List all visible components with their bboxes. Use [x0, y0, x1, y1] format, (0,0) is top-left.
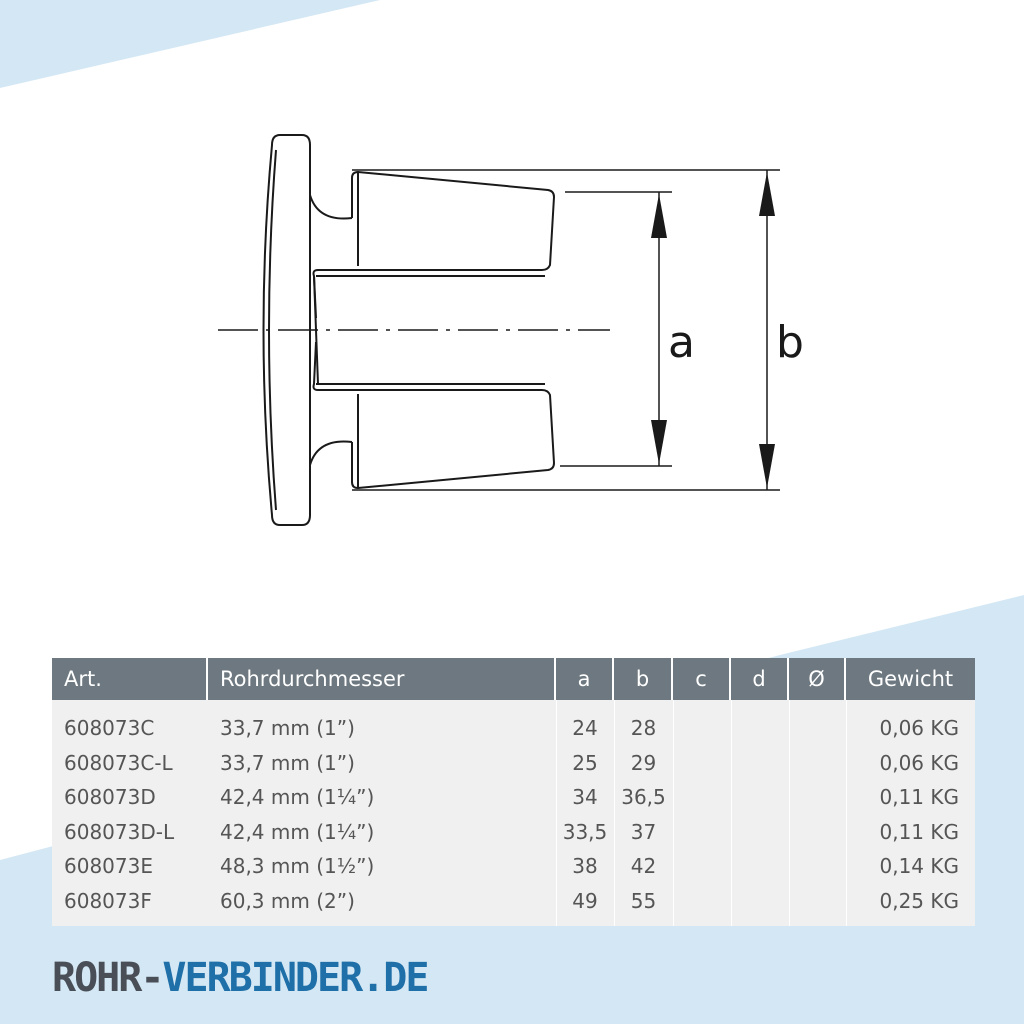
- table-cell-c: [673, 711, 731, 745]
- table-cell-rohrdurchmesser: 33,7 mm (1”): [220, 750, 355, 775]
- table-cell-diameter: [789, 711, 846, 745]
- table-cell-b: 36,5: [621, 785, 666, 809]
- table-cell-c: [673, 746, 731, 780]
- table-cell-a: 24: [572, 716, 598, 740]
- table-cell-b: 28: [630, 716, 657, 740]
- table-cell-art: 608073C-L: [64, 750, 173, 775]
- table-cell-b: 42: [630, 854, 657, 878]
- lower-fin-outline: [314, 342, 555, 488]
- table-cell-b: 55: [630, 888, 657, 913]
- table-cell-c: [673, 780, 731, 814]
- upper-fin-outline: [314, 172, 555, 318]
- table-cell-diameter: [789, 815, 846, 849]
- table-cell-d: [731, 780, 789, 814]
- dimension-a-label: a: [668, 317, 695, 368]
- table-cell-d: [731, 746, 789, 780]
- upper-neck-outline: [310, 195, 352, 219]
- table-cell-b: 37: [630, 819, 657, 844]
- table-cell-a: 38: [572, 854, 598, 878]
- table-cell-a: 34: [572, 785, 598, 809]
- brand-logo: [52, 948, 427, 1008]
- table-cell-a: 49: [572, 888, 598, 913]
- table-cell-diameter: [789, 884, 846, 918]
- table-cell-diameter: [789, 780, 846, 814]
- header-rohrdurchmesser: Rohrdurchmesser: [208, 658, 556, 700]
- dimension-b-label: b: [776, 317, 804, 368]
- table-cell-gewicht: 0,25 KG: [879, 888, 959, 913]
- dimension-b-arrow-bottom: [759, 444, 775, 488]
- table-cell-d: [731, 711, 789, 745]
- table-cell-c: [673, 815, 731, 849]
- table-cell-a: 25: [572, 750, 598, 775]
- table-cell-art: 608073D: [64, 785, 156, 809]
- header-c: c: [673, 658, 731, 700]
- table-cell-d: [731, 815, 789, 849]
- lower-neck-outline: [310, 441, 352, 465]
- table-cell-a: 33,5: [562, 819, 608, 844]
- table-cell-gewicht: 0,06 KG: [879, 750, 959, 775]
- table-cell-d: [731, 849, 789, 883]
- cap-flange-inner-line: [269, 150, 276, 510]
- table-cell-rohrdurchmesser: 42,4 mm (1¼”): [220, 785, 375, 809]
- header-d: d: [731, 658, 789, 700]
- table-cell-b: 29: [630, 750, 657, 775]
- table-cell-art: 608073C: [64, 716, 155, 740]
- table-cell-rohrdurchmesser: 42,4 mm (1¼”): [220, 819, 375, 844]
- header-art: Art.: [52, 658, 208, 700]
- table-cell-gewicht: 0,11 KG: [879, 785, 959, 809]
- table-cell-art: 608073F: [64, 888, 152, 913]
- brand-logo-part1: ROHR-: [52, 955, 163, 1001]
- table-cell-art: 608073D-L: [64, 819, 175, 844]
- header-b: b: [614, 658, 673, 700]
- table-cell-art: 608073E: [64, 854, 153, 878]
- header-diameter: Ø: [789, 658, 846, 700]
- header-gewicht: Gewicht: [846, 658, 975, 700]
- table-cell-diameter: [789, 746, 846, 780]
- dimension-a-arrow-top: [651, 194, 667, 238]
- table-cell-rohrdurchmesser: 60,3 mm (2”): [220, 888, 355, 913]
- brand-logo-part2: VERBINDER.DE: [162, 955, 428, 1001]
- dimension-b-arrow-top: [759, 172, 775, 216]
- table-cell-rohrdurchmesser: 33,7 mm (1”): [220, 716, 355, 740]
- table-cell-diameter: [789, 849, 846, 883]
- header-a: a: [556, 658, 614, 700]
- table-cell-c: [673, 884, 731, 918]
- table-cell-d: [731, 884, 789, 918]
- table-cell-gewicht: 0,11 KG: [879, 819, 959, 844]
- table-cell-gewicht: 0,06 KG: [879, 716, 959, 740]
- table-cell-rohrdurchmesser: 48,3 mm (1½”): [220, 854, 375, 878]
- dimension-a-arrow-bottom: [651, 420, 667, 464]
- table-cell-gewicht: 0,14 KG: [879, 854, 959, 878]
- table-cell-c: [673, 849, 731, 883]
- specification-table: [52, 658, 975, 926]
